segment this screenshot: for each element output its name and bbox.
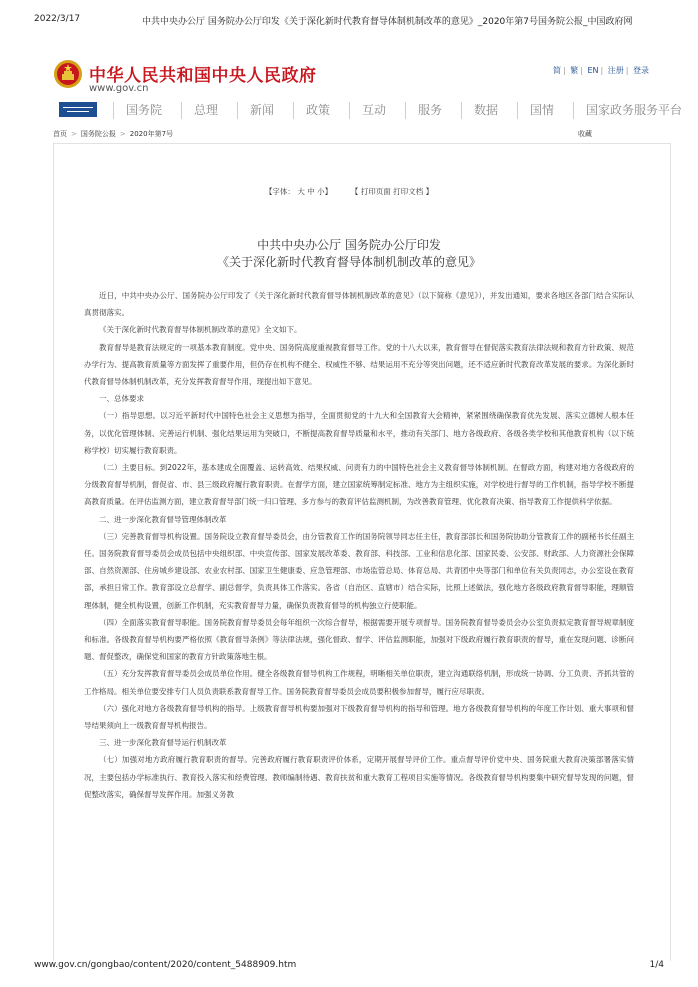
- font-size-label: 【字体：: [264, 187, 295, 196]
- font-size-label-end: 】: [324, 187, 333, 196]
- main-nav: [53, 100, 683, 122]
- divider: |: [580, 66, 583, 75]
- print-page-title: 中共中央办公厅 国务院办公厅印发《关于深化新时代教育督导体制机制改革的意见》_2020年第7号国务院公报_中国政府网: [142, 17, 633, 27]
- nav-item-news[interactable]: 新闻: [237, 102, 274, 119]
- article-toolbar: [0, 186, 698, 197]
- paragraph: （七）加强对地方政府履行教育职责的督导。完善政府履行教育职责评价体系，定期开展督导评价工作。重点督导评价党中央、国务院重大教育决策部署落实情况，主要包括办学标准执行、教育投入落实和经费管理、教师编制待遇、教育扶贫和重大教育工程项目实施等情况。各级教育督导机构要集中研究督导发现的问题，督促整改落实，确保督导发挥作用。加强义务教: [84, 755, 635, 799]
- breadcrumb-gazette[interactable]: 国务院公报: [80, 130, 116, 138]
- divider: |: [600, 66, 604, 75]
- paragraph: （一）指导思想。以习近平新时代中国特色社会主义思想为指导，全面贯彻党的十九大和全国教育大会精神，紧紧围绕确保教育优先发展、落实立德树人根本任务，以优化管理体制、完善运行机制、强化结果运用为突破口，不断提高教育督导质量和水平，推动有关部门、地方各级政府、各级各类学校和其他教育机构（以下统称学校）切实履行教育职责。: [84, 411, 635, 455]
- print-date: 2022/3/17: [34, 14, 81, 24]
- paragraph: （二）主要目标。到2022年，基本建成全面覆盖、运转高效、结果权威、问责有力的中国特色社会主义教育督导体制机制。在督政方面，构建对地方各级政府的分级教育督导机制，督促省、市、县三级政府履行教育职责。在督学方面，建立国家统筹制定标准、地方为主组织实施，对学校进行督导的工作机制，指导学校不断提高教育质量。在评估监测方面，建立教育督导部门统一归口管理、多方参与的教育评估监测机制，为改善教育管理、优化教育决策、指导教育工作提供科学依据。: [84, 463, 634, 507]
- language-links: [552, 65, 650, 76]
- font-large-button[interactable]: 大: [297, 187, 305, 196]
- chevron-right-icon: >: [71, 130, 77, 138]
- chevron-right-icon: >: [119, 130, 126, 138]
- paragraph: 近日，中共中央办公厅、国务院办公厅印发了《关于深化新时代教育督导体制机制改革的意见》（以下简称《意见》），并发出通知，要求各地区各部门结合实际认真贯彻落实。: [84, 291, 634, 318]
- print-bracket-close: 】: [425, 187, 434, 196]
- paragraph: 教育督导是教育法规定的一项基本教育制度。党中央、国务院高度重视教育督导工作。党的十八大以来，教育督导在督促落实教育法律法规和教育方针政策、规范办学行为、提高教育质量等方面发挥了重要作用，但仍存在机构不健全、权威性不够、结果运用不充分等突出问题，还不适应新时代教育改革发展的要求。为深化新时代教育督导体制机制改革，充分发挥教育督导作用，现提出如下意见。: [84, 342, 634, 387]
- print-header: [34, 14, 664, 28]
- divider: |: [562, 66, 566, 75]
- print-bracket-open: 【: [350, 187, 359, 196]
- nav-item-services[interactable]: 服务: [405, 102, 442, 119]
- register-link[interactable]: 注册: [607, 66, 624, 75]
- font-medium-button[interactable]: 中: [307, 187, 315, 196]
- section-heading: 一、总体要求: [99, 394, 144, 404]
- print-page-button[interactable]: 打印页面: [360, 187, 391, 196]
- page-number: 1/4: [649, 960, 664, 970]
- nav-item-data[interactable]: 数据: [461, 102, 498, 119]
- breadcrumb-home[interactable]: 首页: [53, 130, 67, 138]
- print-footer: [34, 960, 664, 974]
- paragraph: （六）强化对地方各级教育督导机构的指导。上级教育督导机构要加强对下级教育督导机构的指导和管理。地方各级教育督导机构的年度工作计划、重大事项和督导结果须向上一级教育督导机构报告。: [84, 703, 635, 731]
- paragraph: 《关于深化新时代教育督导体制机制改革的意见》全文如下。: [99, 325, 302, 335]
- article-body: [84, 287, 634, 803]
- paragraph: （三）完善教育督导机构设置。国务院设立教育督导委员会，由分管教育工作的国务院领导同志任主任，教育部部长和国务院协助分管教育工作的副秘书长任副主任。国务院教育督导委员会成员包括中央组织部、中央宣传部、国家发展改革委、教育部、科技部、工业和信息化部、国家民委、公安部、财政部、人力资源社会保障部、自然资源部、住房城乡建设部、农业农村部、国家卫生健康委、应急管理部、市场监管总局、体育总局、共青团中央等部门和单位有关负责同志，办公室设在教育部，承担日常工作。教育部设立总督学、副总督学，负责具体工作落实。各省（自治区、直辖市）结合实际，比照上述做法，强化地方各级政府教育督导职能，理顺管理体制，健全机构设置，创新工作机制，充实教育督导力量，确保负责教育督导的机构独立行使职能。: [84, 531, 634, 610]
- favorite-link[interactable]: 收藏: [578, 130, 592, 138]
- lang-english-link[interactable]: EN: [587, 66, 599, 75]
- article-title-line-2: 《关于深化新时代教育督导体制机制改革的意见》: [216, 255, 481, 269]
- page-url: www.gov.cn/gongbao/content/2020/content_5488909.htm: [34, 960, 297, 970]
- nav-item-state-council[interactable]: 国务院: [113, 102, 162, 119]
- section-heading: 二、进一步深化教育督导管理体制改革: [99, 514, 227, 524]
- nav-item-national-info[interactable]: 国情: [517, 102, 554, 119]
- nav-item-service-platform[interactable]: 国家政务服务平台: [573, 102, 682, 119]
- section-heading: 三、进一步深化教育督导运行机制改革: [99, 738, 227, 748]
- article-title-line-1: 中共中央办公厅 国务院办公厅印发: [257, 238, 441, 252]
- login-link[interactable]: 登录: [633, 66, 649, 75]
- lang-traditional-link[interactable]: 繁: [570, 66, 579, 75]
- nav-item-policy[interactable]: 政策: [293, 102, 330, 119]
- paragraph: （五）充分发挥教育督导委员会成员单位作用。健全各级教育督导机构工作规程，明晰相关单位职责，建立沟通联络机制，形成统一协调、分工负责、齐抓共管的工作格局。相关单位要安排专门人员负责联系教育督导工作。国务院教育督导委员会成员要积极参加督导，履行应尽职责。: [84, 669, 634, 696]
- site-header: [53, 55, 650, 100]
- divider: |: [625, 66, 629, 75]
- breadcrumb: [53, 129, 173, 139]
- breadcrumb-issue[interactable]: 2020年第7号: [129, 130, 174, 138]
- site-domain: www.gov.cn: [89, 83, 149, 94]
- nav-item-interaction[interactable]: 互动: [349, 102, 386, 119]
- building-logo-icon[interactable]: [59, 102, 97, 117]
- print-doc-button[interactable]: 打印文档: [393, 187, 424, 196]
- national-emblem-icon[interactable]: [53, 59, 83, 89]
- font-small-button[interactable]: 小: [317, 187, 325, 196]
- site-name[interactable]: 中华人民共和国中央人民政府: [89, 66, 317, 86]
- lang-simplified-link[interactable]: 简: [552, 66, 561, 75]
- article-title: [0, 237, 698, 271]
- nav-item-premier[interactable]: 总理: [181, 102, 218, 119]
- paragraph: （四）全面落实教育督导职能。国务院教育督导委员会每年组织一次综合督导，根据需要开展专项督导。国务院教育督导委员会办公室负责拟定教育督导规章制度和标准。各级教育督导机构要严格依照《教育督导条例》等法律法规，强化督政、督学、评估监测职能，加强对下级政府履行教育职责的督导，重在发现问题、诊断问题、督促整改，确保党和国家的教育方针政策落地生根。: [84, 617, 634, 662]
